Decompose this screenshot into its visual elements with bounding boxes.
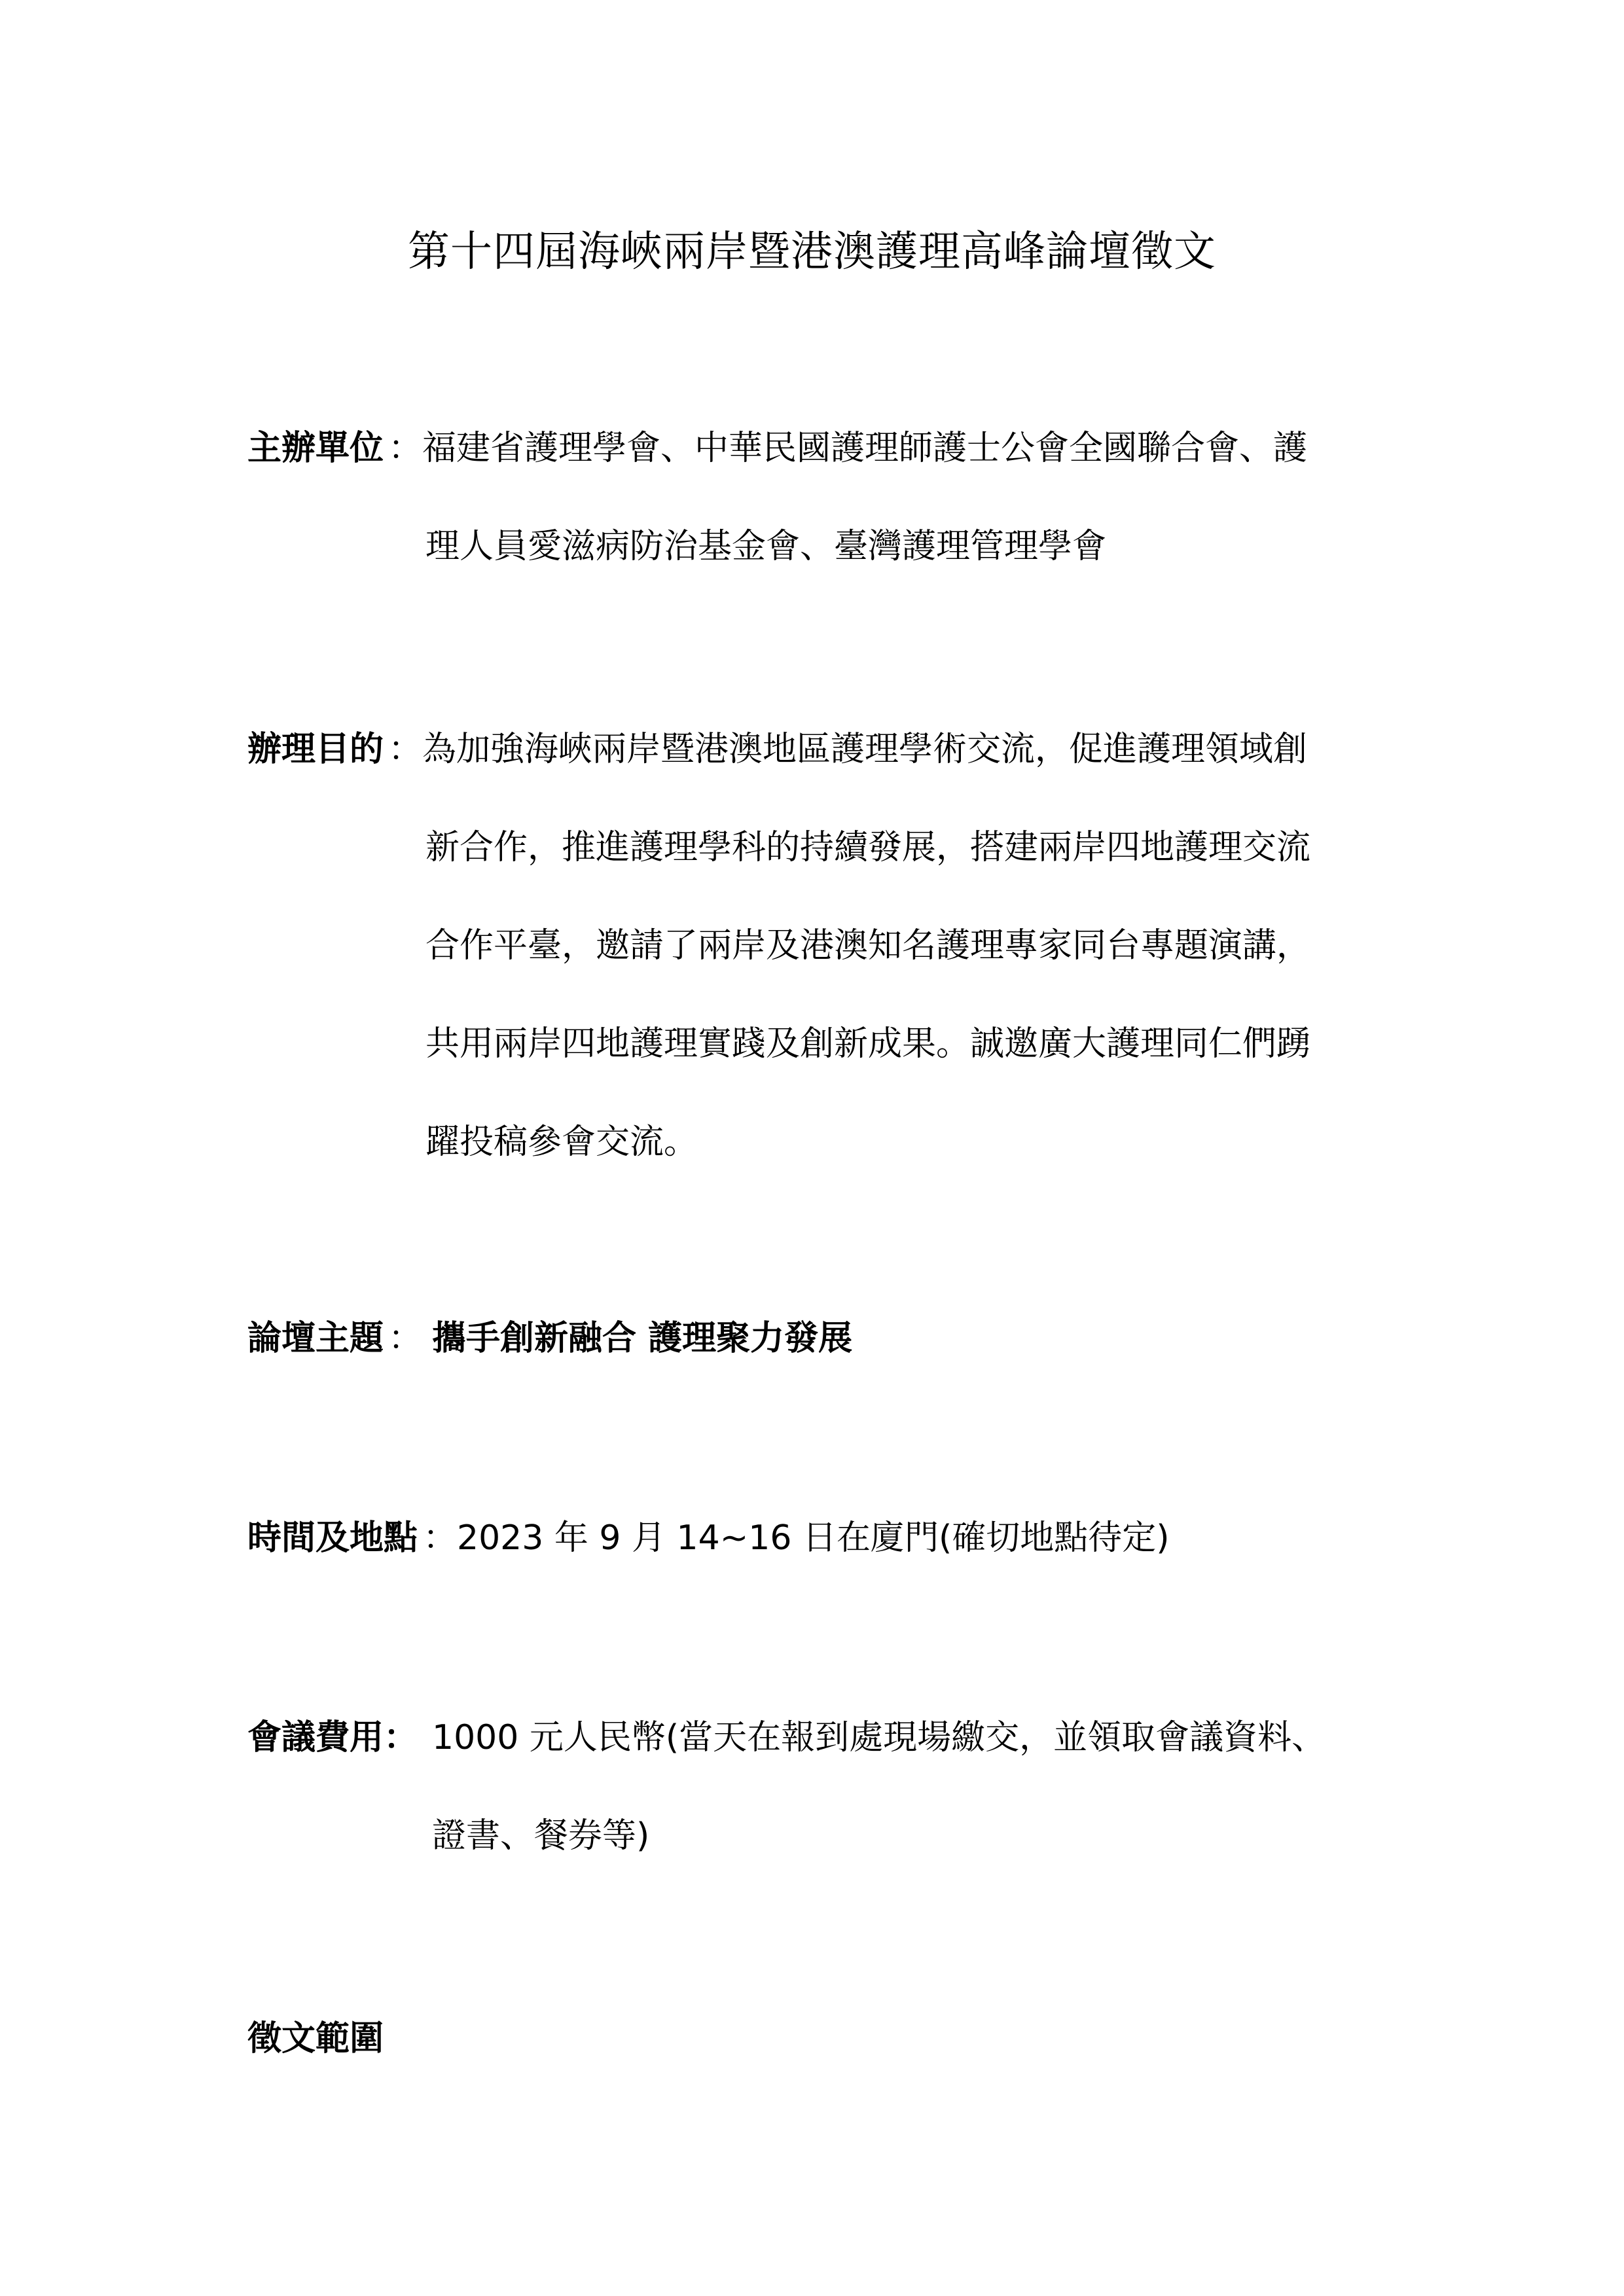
purpose-line-3: 合作平臺，邀請了兩岸及港澳知名護理專家同台專題演講，	[425, 926, 1311, 965]
page-title: 第十四屆海峽兩岸暨港澳護理高峰論壇徵文	[408, 228, 1216, 276]
fee-line-2: 證書、餐券等)	[432, 1816, 650, 1856]
time-place-label: 時間及地點	[247, 1518, 418, 1558]
fee-label: 會議費用：	[247, 1718, 418, 1757]
time-place-section	[247, 1489, 1386, 1587]
theme-value: 攜手創新融合 護理聚力發展	[432, 1319, 853, 1358]
organizers-section	[247, 399, 1386, 596]
purpose-line-4: 共用兩岸四地護理實踐及創新成果。誠邀廣大護理同仁們踴	[425, 1024, 1311, 1064]
purpose-section	[247, 700, 1386, 1198]
purpose-line-2: 新合作，推進護理學科的持續發展，搭建兩岸四地護理交流	[425, 828, 1311, 867]
purpose-line-5: 躍投稿參會交流。	[425, 1122, 698, 1162]
theme-section	[247, 1289, 1386, 1388]
purpose-label: 辦理目的	[247, 730, 384, 769]
organizers-label: 主辦單位	[247, 429, 384, 468]
purpose-line-1: ：為加強海峽兩岸暨港澳地區護理學術交流，促進護理領域創	[388, 730, 1308, 769]
scope-heading: 徵文範圍	[247, 2019, 384, 2058]
time-place-value: ：2023 年 9 月 14~16 日在廈門(確切地點待定)	[423, 1518, 1170, 1558]
organizers-line-1: ：福建省護理學會、中華民國護理師護士公會全國聯合會、護	[388, 429, 1308, 468]
fee-section	[247, 1689, 1386, 1885]
theme-colon: ：	[388, 1319, 423, 1358]
organizers-line-2: 理人員愛滋病防治基金會、臺灣護理管理學會	[425, 527, 1107, 566]
scope-section	[247, 1990, 1386, 2088]
fee-line-1: 1000 元人民幣(當天在報到處現場繳交，並領取會議資料、	[432, 1718, 1326, 1757]
theme-label: 論壇主題	[247, 1319, 384, 1358]
